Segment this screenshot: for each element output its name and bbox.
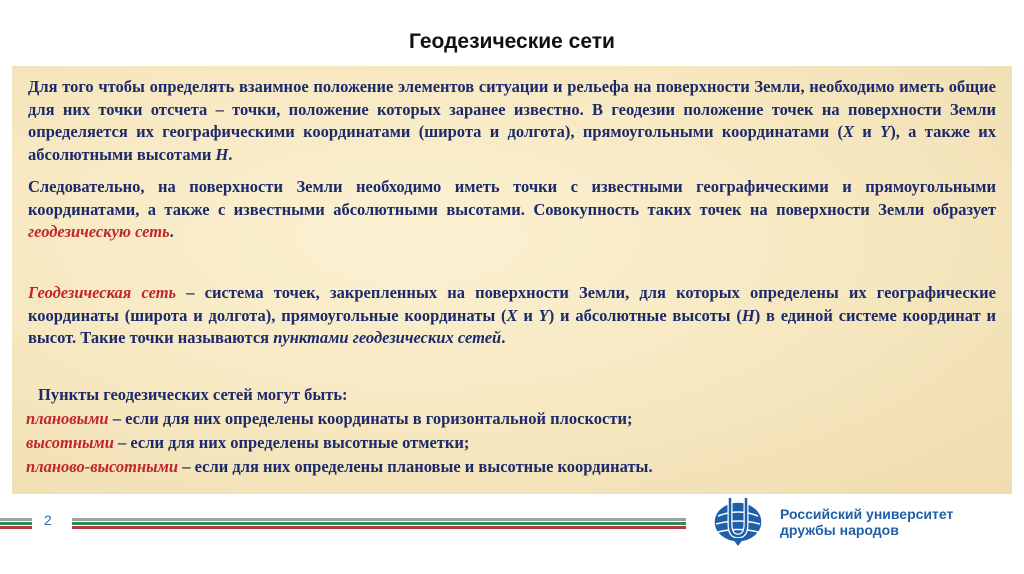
university-name: Российский университет дружбы народов	[780, 506, 954, 538]
footer-stripe-main	[72, 518, 686, 530]
university-logo-icon	[708, 494, 768, 546]
list-item: плановыми – если для них определены координаты в горизонтальной плоскости;	[26, 409, 633, 428]
slide-title: Геодезические сети	[409, 30, 615, 53]
page-number: 2	[44, 512, 52, 528]
list-intro: Пункты геодезических сетей могут быть:	[38, 385, 348, 404]
paragraph-consequently: Следовательно, на поверхности Земли необходимо иметь точки с известными географическими и прямоугольными координатами, а также с известными абсолютными высотами. Совокупность таких точек на поверхности Земли образует геодезическую сеть.	[28, 177, 996, 241]
list-item: планово-высотными – если для них определены плановые и высотные координаты.	[26, 457, 653, 476]
paragraph-definition: Геодезическая сеть – система точек, закрепленных на поверхности Земли, для которых определены их географические координаты (широта и долгота), прямоугольные координаты (X и Y) и абсолютные высоты (H) в единой системе координат и высот. Такие точки называются пунктами геодезических сетей.	[28, 283, 996, 347]
list-item: высотными – если для них определены высотные отметки;	[26, 433, 470, 452]
content-panel	[12, 66, 1012, 494]
footer-stripe-left	[0, 518, 32, 530]
paragraph-intro: Для того чтобы определять взаимное положение элементов ситуации и рельефа на поверхности Земли, необходимо иметь общие для них точки отсчета – точки, положение которых заранее известно. В геодезии положение точек на поверхности Земли определяется их географическими координатами (широта и долгота), прямоугольными координатами (X и Y), а также их абсолютными высотами H.	[28, 77, 996, 164]
